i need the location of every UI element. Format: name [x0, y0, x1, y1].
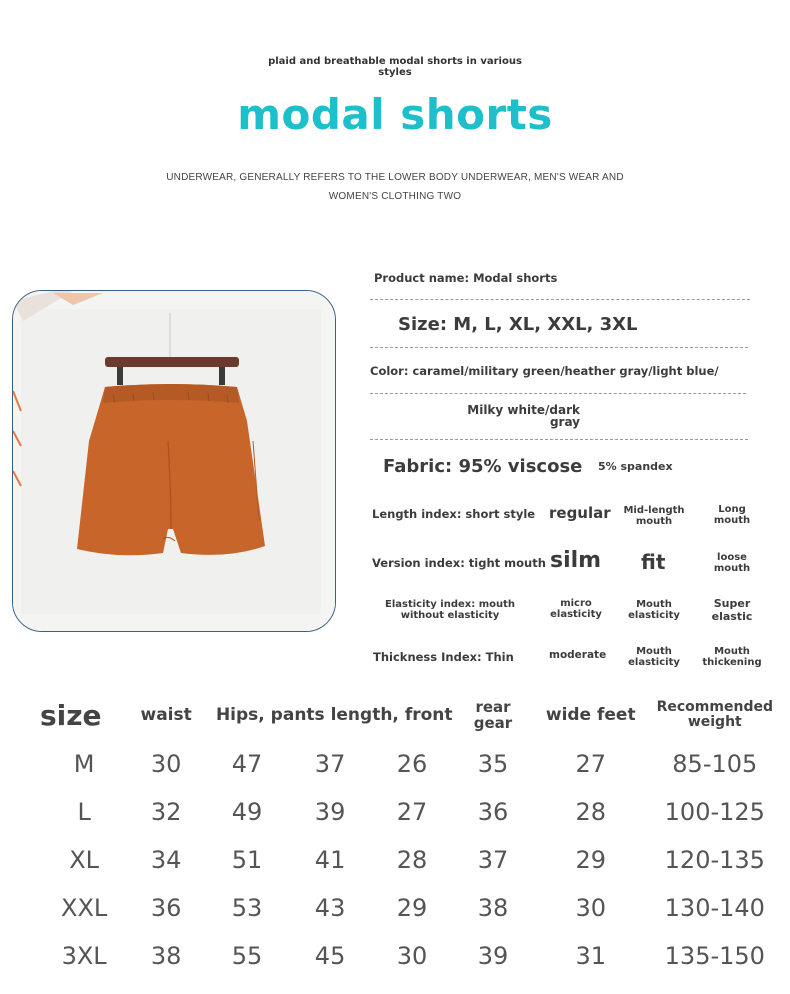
table-cell: 36 — [477, 798, 509, 826]
table-cell: 37 — [314, 750, 346, 778]
header-wide-feet: wide feet — [545, 705, 636, 725]
elasticity-option-micro-b: elasticity — [550, 609, 602, 620]
color-line-2b: gray — [549, 415, 580, 429]
version-index-label: Version index: tight mouth — [372, 556, 546, 570]
table-cell: 28 — [575, 798, 606, 826]
length-option-long-b: mouth — [713, 515, 751, 526]
color-list: Color: caramel/military green/heather gray/light blue/ — [370, 364, 719, 378]
elasticity-option-super-b: elastic — [711, 610, 753, 623]
table-row — [40, 740, 780, 788]
thickness-index-label: Thickness Index: Thin — [373, 650, 514, 664]
table-cell: 32 — [150, 798, 182, 826]
divider — [370, 439, 748, 440]
fabric: Fabric: 95% viscose — [383, 456, 583, 477]
length-option-mid-b: mouth — [635, 516, 673, 527]
elasticity-option-super-a: Super — [713, 597, 751, 610]
divider — [370, 299, 750, 300]
shorts-illustration — [13, 291, 335, 631]
table-cell: 35 — [477, 750, 509, 778]
table-cell: 49 — [231, 798, 263, 826]
thickness-option-2b: elasticity — [628, 657, 680, 668]
header-rec-a: Recommended — [656, 699, 773, 715]
elasticity-option-mouth — [624, 599, 684, 621]
table-cell: XL — [69, 846, 100, 874]
subtitle-line-1: UNDERWEAR, GENERALLY REFERS TO THE LOWER BODY UNDERWEAR, MEN'S WEAR AND — [166, 172, 624, 183]
subtitle — [0, 168, 790, 206]
header-size: size — [40, 698, 102, 732]
table-cell: 53 — [231, 894, 263, 922]
subtitle-line-2: WOMEN'S CLOTHING TWO — [328, 191, 462, 202]
elasticity-label-a: Elasticity index: mouth — [384, 599, 516, 610]
product-photo — [12, 290, 336, 632]
divider — [370, 347, 748, 348]
table-cell: XXL — [61, 894, 108, 922]
table-cell: 29 — [396, 894, 428, 922]
tagline-line-2: styles — [378, 67, 412, 78]
version-option-slim: silm — [550, 548, 602, 573]
table-cell: 135-150 — [664, 942, 765, 970]
header-rear-b: gear — [473, 714, 513, 732]
table-cell: 55 — [231, 942, 263, 970]
table-row — [40, 884, 780, 932]
table-cell: 85-105 — [672, 750, 758, 778]
header-waist: waist — [140, 705, 192, 725]
length-option-long-a: Long — [718, 504, 746, 515]
table-cell: 29 — [575, 846, 606, 874]
table-cell: 3XL — [61, 942, 107, 970]
elasticity-option-micro-a: micro — [560, 598, 592, 609]
length-option-long — [700, 504, 764, 526]
divider — [370, 393, 746, 394]
spandex: 5% spandex — [598, 460, 673, 473]
product-name: Product name: Modal shorts — [374, 271, 558, 285]
page-title: modal shorts — [237, 90, 553, 139]
table-cell: 39 — [477, 942, 509, 970]
table-row — [40, 932, 780, 980]
header-rec-b: weight — [687, 714, 742, 730]
elasticity-option-mouth-a: Mouth — [636, 599, 672, 610]
thickness-option-3b: thickening — [702, 657, 762, 668]
table-cell: 30 — [396, 942, 428, 970]
table-cell: 30 — [575, 894, 606, 922]
header-hips-length-front: Hips, pants length, front — [215, 705, 453, 725]
size-table — [40, 690, 780, 980]
header-rear-a: rear — [475, 698, 511, 716]
table-cell: 120-135 — [664, 846, 765, 874]
elasticity-label-b: without elasticity — [400, 610, 500, 621]
header-recommended-weight — [650, 690, 780, 740]
thickness-option-mouth-thickening — [700, 646, 764, 668]
thickness-option-2a: Mouth — [636, 646, 672, 657]
size-table-header — [40, 690, 780, 740]
table-cell: 51 — [231, 846, 263, 874]
version-option-loose — [700, 552, 764, 574]
table-cell: 38 — [477, 894, 509, 922]
length-option-mid-a: Mid-length — [623, 505, 685, 516]
version-option-fit: fit — [641, 550, 666, 574]
table-row — [40, 788, 780, 836]
table-cell: 31 — [575, 942, 606, 970]
table-cell: L — [77, 798, 91, 826]
table-cell: 39 — [314, 798, 346, 826]
thickness-option-mouth-elasticity — [624, 646, 684, 668]
thickness-option-moderate: moderate — [549, 649, 607, 661]
length-option-mid — [620, 505, 688, 527]
table-cell: 41 — [314, 846, 346, 874]
elasticity-index-label — [380, 599, 520, 621]
table-cell: 27 — [396, 798, 428, 826]
table-cell: 28 — [396, 846, 428, 874]
table-cell: 27 — [575, 750, 606, 778]
size-range: Size: M, L, XL, XXL, 3XL — [398, 314, 638, 335]
elasticity-option-mouth-b: elasticity — [628, 610, 680, 621]
table-cell: 30 — [150, 750, 182, 778]
table-cell: 130-140 — [664, 894, 765, 922]
elasticity-option-micro — [546, 598, 606, 620]
header-rear-gear — [454, 690, 532, 740]
tagline-line-1: plaid and breathable modal shorts in various — [268, 56, 522, 67]
thickness-option-3a: Mouth — [714, 646, 750, 657]
length-index-label: Length index: short style — [372, 507, 536, 521]
table-cell: 100-125 — [664, 798, 765, 826]
table-cell: M — [73, 750, 95, 778]
table-cell: 37 — [477, 846, 509, 874]
table-cell: 36 — [150, 894, 182, 922]
table-row — [40, 836, 780, 884]
version-option-loose-b: mouth — [713, 563, 751, 574]
version-option-loose-a: loose — [717, 552, 747, 563]
color-line-2a: Milky white/dark — [467, 403, 580, 417]
table-cell: 38 — [150, 942, 182, 970]
color-list-continued — [452, 404, 580, 428]
table-cell: 26 — [396, 750, 428, 778]
table-cell: 47 — [231, 750, 263, 778]
table-cell: 43 — [314, 894, 346, 922]
tagline — [0, 56, 790, 78]
table-cell: 45 — [314, 942, 346, 970]
length-option-regular: regular — [549, 504, 611, 522]
elasticity-option-super — [702, 597, 762, 623]
table-cell: 34 — [150, 846, 182, 874]
